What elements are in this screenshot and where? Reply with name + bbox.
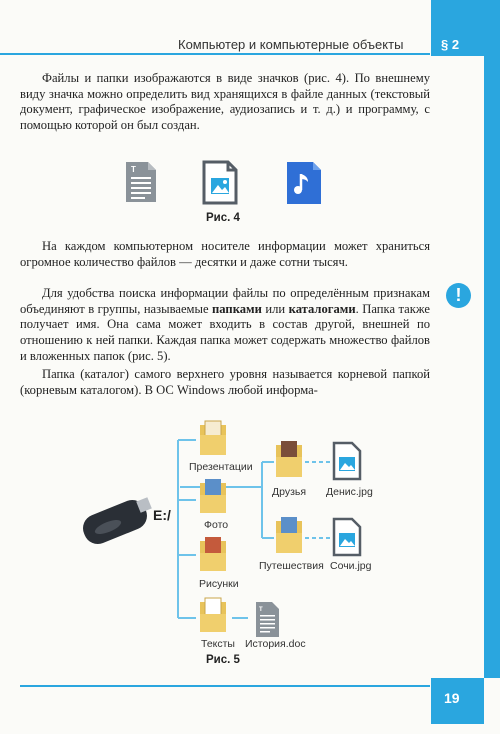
folder-texts-icon	[200, 598, 226, 632]
side-strip	[484, 56, 500, 678]
usb-drive-icon	[79, 496, 152, 549]
section-tab	[431, 0, 500, 56]
section-number: § 2	[441, 37, 460, 52]
image-file-denis-icon	[334, 443, 360, 479]
image-file-icon	[201, 160, 239, 206]
folder-friends-icon	[276, 441, 302, 477]
paragraph-root-folder: Папка (каталог) самого верхнего уровня называется корневой папкой (корневым каталогом). В ОС Windows любой информа-	[20, 367, 430, 397]
folder-label-presentations: Презентации	[189, 461, 253, 473]
running-header-title: Компьютер и компьютерные объекты	[178, 37, 404, 52]
folders-text-or: или	[261, 301, 289, 316]
svg-text:T: T	[259, 607, 263, 613]
paragraph-storage: На каждом компьютерном носителе информации может храниться огромное количество файлов — десятки и даже сотни тысяч.	[20, 239, 430, 269]
folders-text-end: . Папка также получает имя. Она сама может входить в состав другой, внешней по отношению к ней папки. Каждая папка может содержать множество файлов и вложенных папок (рис. 5).	[20, 301, 430, 363]
text-file-history-icon	[256, 602, 279, 637]
term-catalogs: каталогами	[288, 301, 356, 316]
folder-tree-diagram	[0, 415, 430, 655]
drive-label: E:/	[153, 507, 171, 523]
folder-presentations-icon	[200, 421, 226, 455]
page-number: 19	[444, 690, 460, 706]
term-folders: папками	[212, 301, 262, 316]
folder-travel-icon	[276, 517, 302, 553]
folder-label-photo: Фото	[204, 519, 229, 531]
folder-label-friends: Друзья	[272, 486, 307, 498]
image-file-sochi-icon	[334, 519, 360, 555]
figure-4-caption: Рис. 4	[206, 212, 240, 224]
footer-rule	[20, 685, 430, 687]
file-label-history: История.doc	[245, 638, 306, 650]
folder-label-texts: Тексты	[201, 638, 235, 650]
folder-label-drawings: Рисунки	[199, 578, 239, 590]
folder-drawings-icon	[200, 537, 226, 571]
audio-file-icon	[284, 160, 324, 206]
text-document-icon	[124, 160, 158, 204]
figure-5-caption: Рис. 5	[206, 654, 240, 666]
folder-photo-icon	[200, 479, 226, 513]
file-label-denis: Денис.jpg	[326, 486, 373, 498]
folder-label-travel: Путешествия	[259, 560, 324, 572]
svg-text:T: T	[131, 165, 136, 174]
file-label-sochi: Сочи.jpg	[330, 560, 372, 572]
paragraph-folders	[20, 286, 430, 365]
paragraph-icons-intro: Файлы и папки изображаются в виде значков (рис. 4). По внешнему виду значка можно определить вид хранящихся в файле данных (текстовый документ, графическое изображение, аудиозапись и т. д.) и программу, с помощью которой он был создан.	[20, 71, 430, 133]
page-number-box	[431, 678, 484, 724]
header-rule	[0, 53, 430, 55]
folders-text-start: Для удобства поиска информации файлы по определённым признакам объединяют в группы, называемые	[20, 286, 430, 316]
important-alert-icon: !	[446, 283, 471, 308]
